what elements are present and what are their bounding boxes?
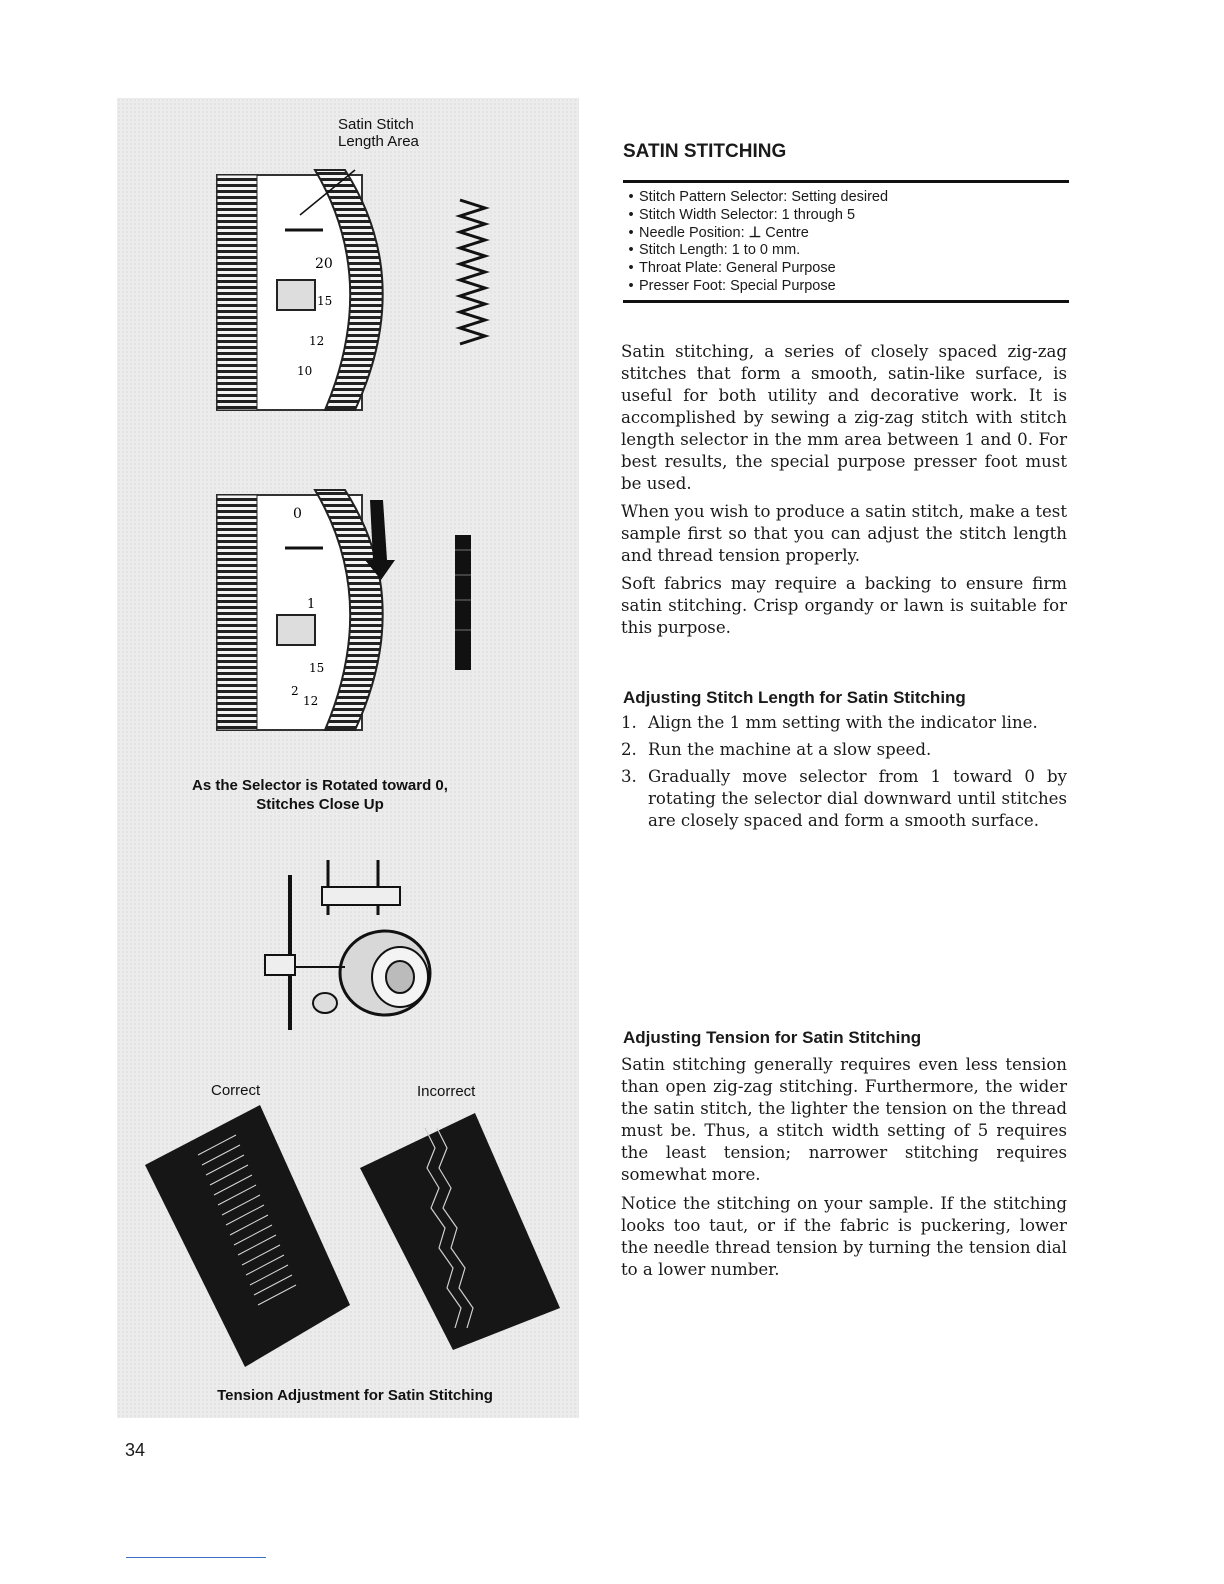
- dial-number-2: 2: [291, 684, 299, 698]
- setting-pattern: • Stitch Pattern Selector: Setting desired: [623, 189, 1069, 207]
- rotation-caption-line1: As the Selector is Rotated toward 0,: [192, 777, 448, 794]
- setting-length: • Stitch Length: 1 to 0 mm.: [623, 242, 1069, 260]
- correct-label: Correct: [211, 1082, 261, 1099]
- step-item: 2. Run the machine at a slow speed.: [621, 740, 932, 759]
- dial-number-15b: 15: [309, 661, 325, 675]
- dial-number-0: 0: [293, 506, 302, 522]
- adjust-tension-title: Adjusting Tension for Satin Stitching: [623, 1028, 922, 1047]
- step-item: 3. Gradually move selector from 1 toward 0 by rotating the selector dial downward until stitches are closely spaced and form a smooth surface.: [621, 767, 1067, 830]
- test-sample-paragraph: When you wish to produce a satin stitch, make a test sample first so that you can adjust the stitch length and thread tension properly.: [621, 502, 1067, 565]
- dial-area-label: Satin Stitch Length Area: [338, 116, 419, 150]
- dial-number-15: 15: [317, 294, 333, 308]
- dial-number-20: 20: [315, 256, 333, 272]
- step-item: 1. Align the 1 mm setting with the indicator line.: [621, 713, 1038, 732]
- setting-needle-position: • Needle Position: ⊥ Centre: [623, 225, 1069, 243]
- section-title: SATIN STITCHING: [623, 141, 787, 162]
- setting-presser-foot: • Presser Foot: Special Purpose: [623, 278, 1069, 296]
- zigzag-open-sample: [460, 200, 485, 344]
- tension-caption: Tension Adjustment for Satin Stitching: [217, 1387, 493, 1404]
- needle-center-icon: ⊥: [748, 224, 766, 241]
- correct-fabric-sample: [140, 1105, 360, 1370]
- backing-paragraph: Soft fabrics may require a backing to ensure firm satin stitching. Crisp organdy or lawn is suitable for this purpose.: [621, 574, 1067, 637]
- adjust-length-title: Adjusting Stitch Length for Satin Stitching: [623, 688, 966, 707]
- setting-width: • Stitch Width Selector: 1 through 5: [623, 207, 1069, 225]
- settings-list: [623, 180, 1069, 303]
- tension-paragraph-2: Notice the stitching on your sample. If the stitching looks too taut, or if the fabric is puckering, lower the needle thread tension by turning the tension dial to a lower number.: [621, 1194, 1067, 1279]
- rotation-caption: [175, 776, 465, 814]
- dial-number-1: 1: [307, 597, 316, 612]
- incorrect-fabric-sample: [355, 1108, 570, 1353]
- rotation-caption-line2: Stitches Close Up: [256, 796, 384, 813]
- dial-illustration-top: [205, 160, 505, 420]
- adjust-length-steps: [621, 712, 1067, 837]
- dial-number-12: 12: [309, 334, 325, 348]
- setting-throat-plate: • Throat Plate: General Purpose: [623, 260, 1069, 278]
- incorrect-label: Incorrect: [417, 1083, 476, 1100]
- dial-number-10: 10: [297, 364, 313, 378]
- page-number: 34: [125, 1440, 146, 1460]
- intro-paragraph: Satin stitching, a series of closely spaced zig-zag stitches that form a smooth, satin-like surface, is useful for both utility and decorative work. It is accomplished by sewing a zig-zag stitch with stitch length selector in the mm area between 1 and 0. For best results, the special purpose presser foot must be used.: [621, 342, 1067, 493]
- dial-illustration-bottom: [205, 480, 505, 740]
- dial-number-12b: 12: [303, 694, 319, 708]
- satin-closed-sample: [455, 535, 471, 670]
- tension-paragraph-1: Satin stitching generally requires even less tension than open zig-zag stitching. Furthermore, the wider the satin stitch, the lighter the tension on the thread must be. Thus, a stitch width setting of 5 requires the least tension; narrower stitching requires somewhat more.: [621, 1055, 1067, 1184]
- presser-foot-illustration: [250, 855, 450, 1035]
- footnote-rule: [126, 1557, 266, 1558]
